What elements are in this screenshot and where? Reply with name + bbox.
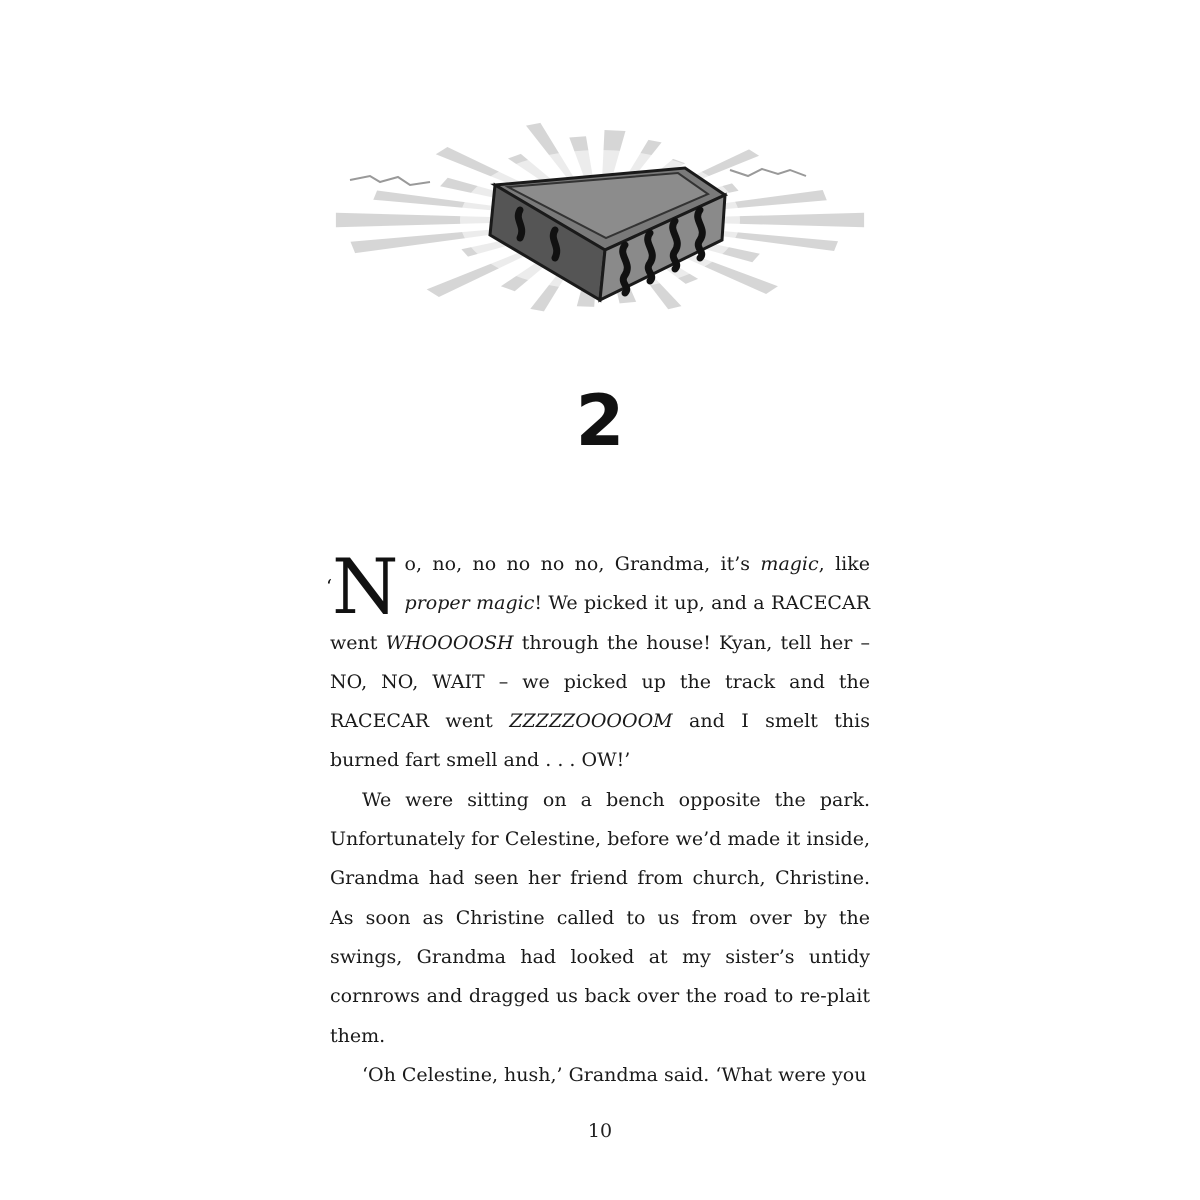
text-run: We were sitting on a bench opposite the park. Unfortunately for Celestine, before we’d made it inside, Grandma had seen her friend from church, Christine. As soon as Christine called to us from over by the swings, Grandma had looked at my sister’s untidy cornrows and dragged us back over the road to re-plait them. (330, 788, 870, 1047)
text-run: , like (818, 553, 870, 575)
italic-text: magic (760, 553, 819, 575)
text-run: ‘Oh Celestine, hush,’ Grandma said. ‘What were you (362, 1063, 867, 1086)
drop-cap (326, 542, 399, 631)
spark-right (730, 169, 806, 176)
body-text (326, 542, 870, 1095)
italic-text: ZZZZZOOOOOM (509, 710, 673, 733)
box-stripe (553, 230, 556, 258)
paragraph (330, 781, 870, 1056)
glowing-box-illustration (330, 70, 870, 360)
italic-text: WHOOOOSH (385, 631, 514, 654)
chapter-number: 2 (575, 380, 625, 462)
open-quote: ‘ (326, 576, 333, 598)
text-run: through the house! Kyan, tell her – NO, NO, WAIT – we picked up the track and the RACECAR went (330, 631, 870, 733)
paragraph (326, 542, 870, 781)
text-run: and I smelt this burned fart smell and . . . OW!’ (330, 710, 870, 772)
drop-cap-letter: N (332, 542, 399, 631)
page-number: 10 (587, 1120, 613, 1142)
text-run: ! We picked it up, and a RACECAR went (330, 592, 870, 654)
paragraph (330, 1056, 870, 1095)
spark-left (350, 176, 430, 185)
italic-text: proper magic (404, 592, 535, 615)
text-run: o, no, no no no no, Grandma, it’s (404, 553, 761, 575)
box-stripe (518, 210, 521, 238)
